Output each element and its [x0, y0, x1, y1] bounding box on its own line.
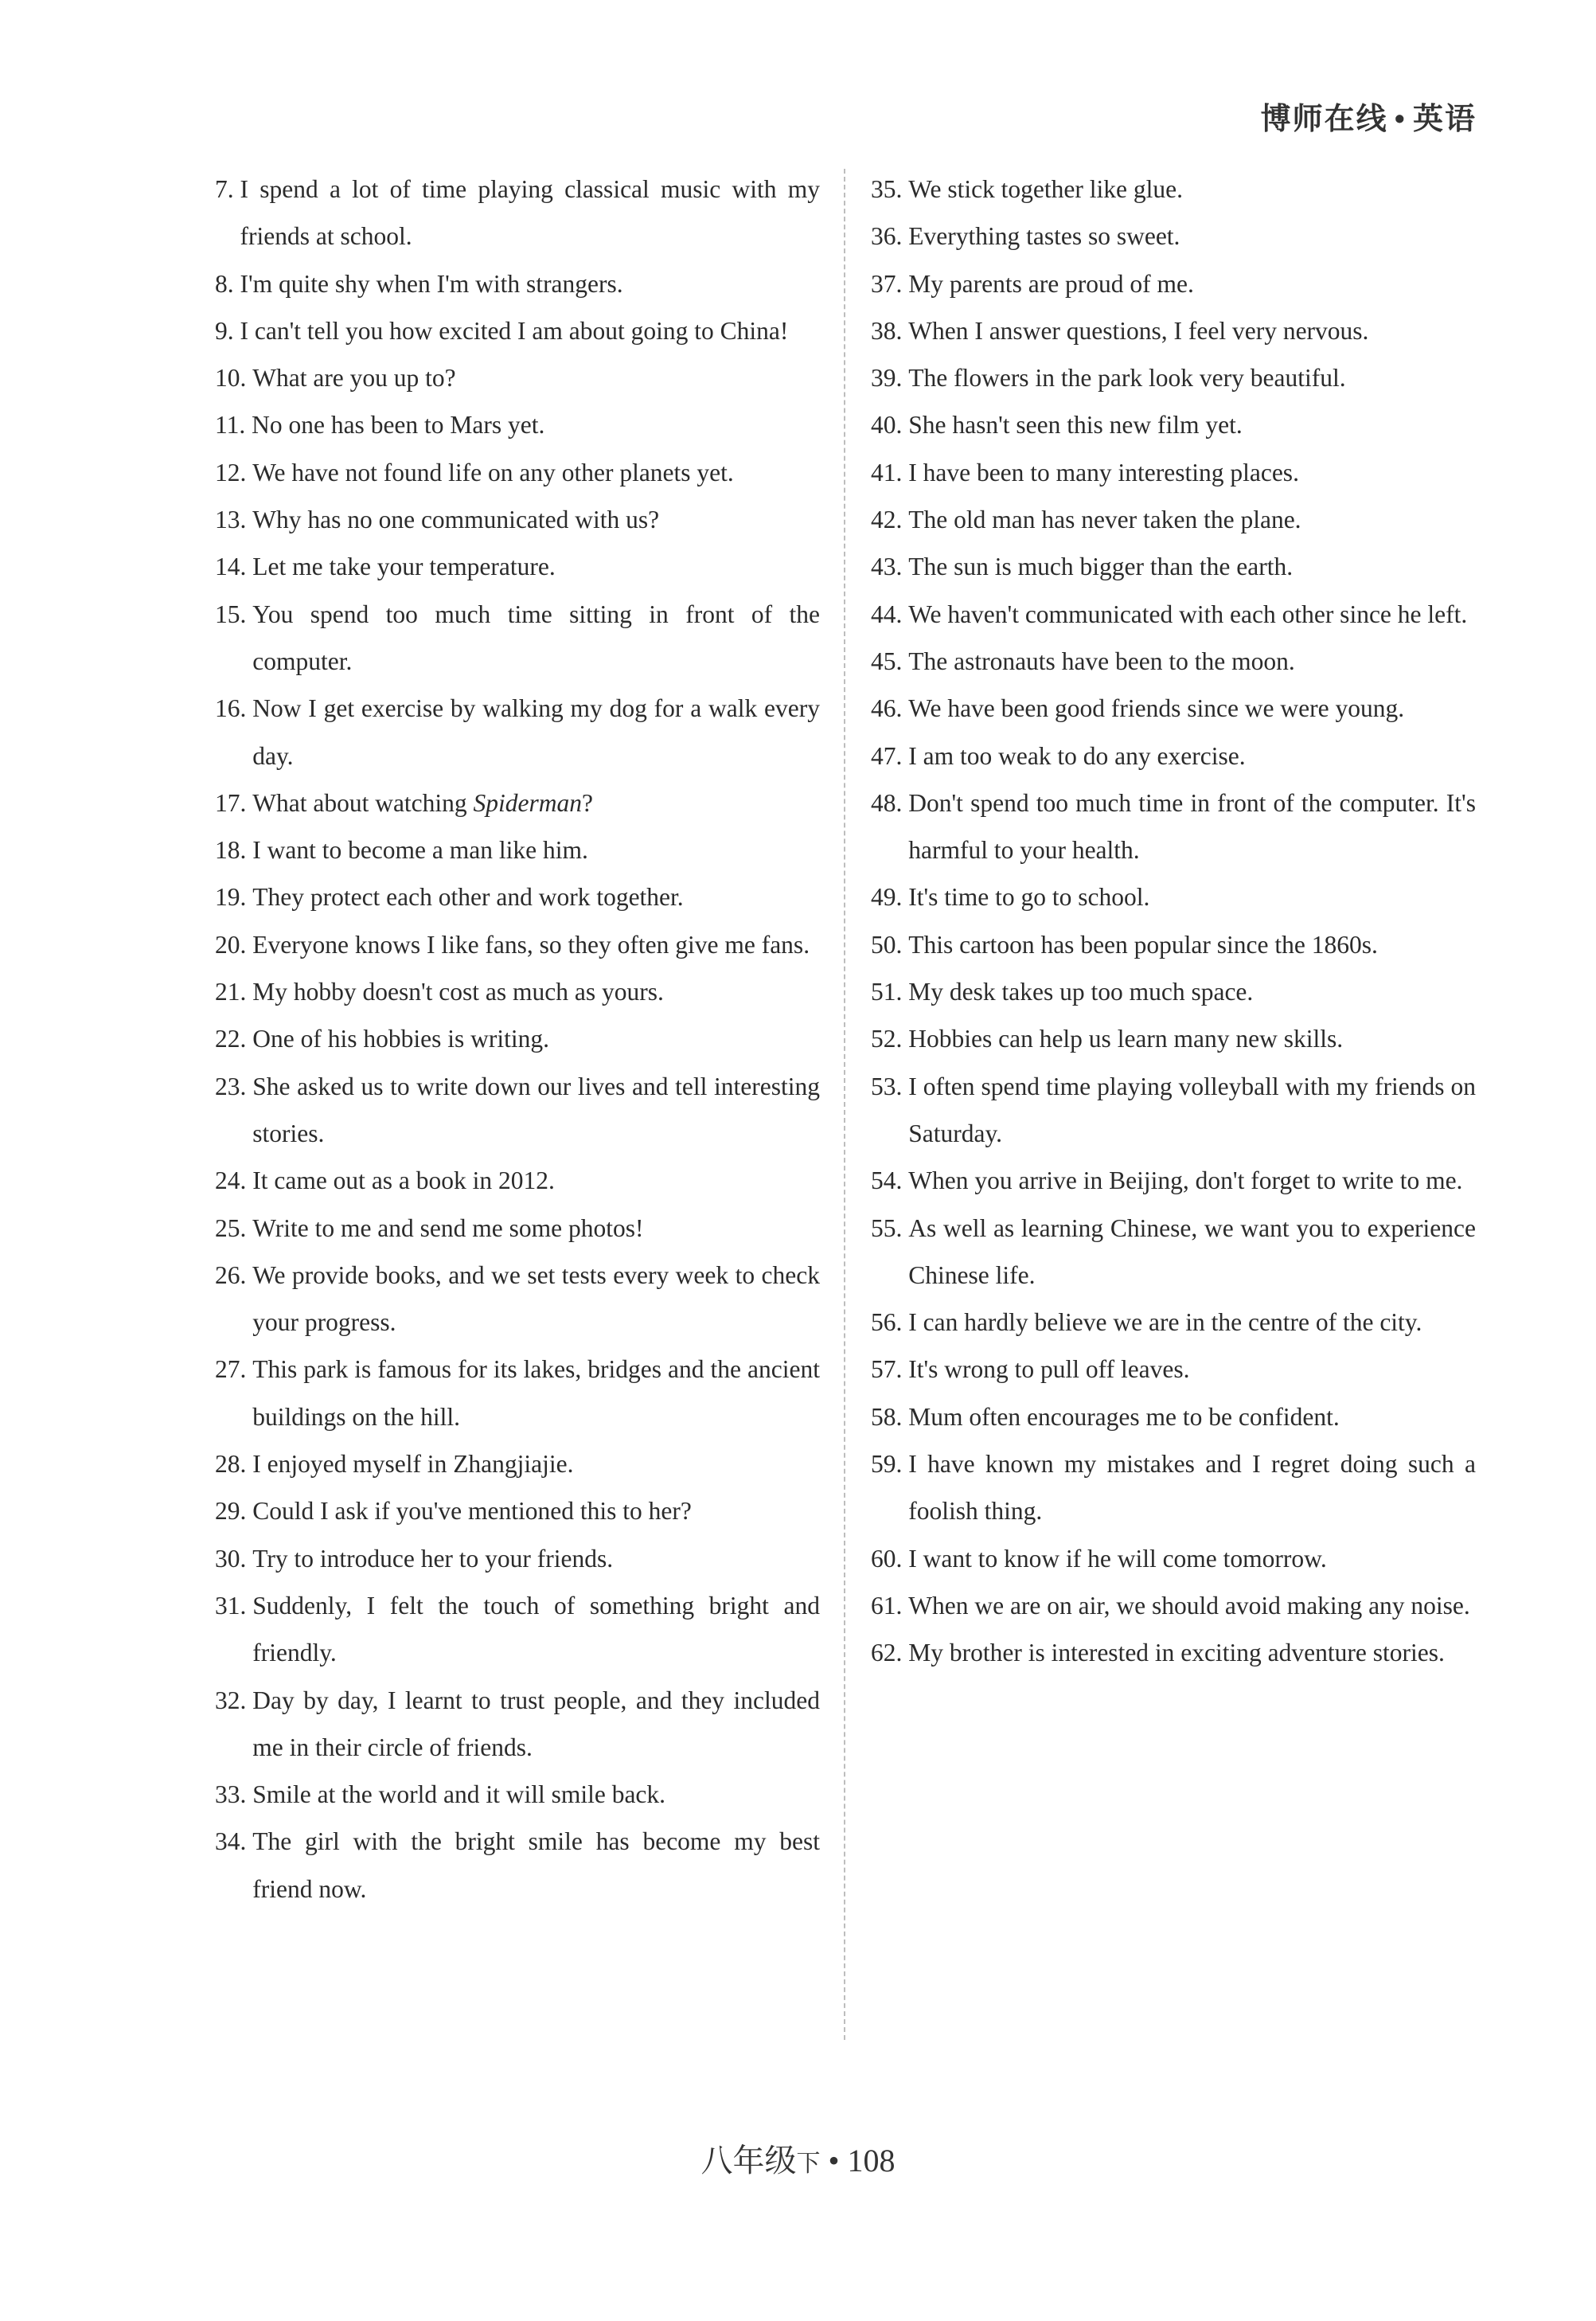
answer-text-main: Why has no one communicated with us?	[252, 506, 660, 534]
answer-text	[252, 1582, 820, 1677]
answer-number: 36.	[871, 222, 909, 251]
subject-label: 英语	[1412, 103, 1477, 136]
answer-number: 58.	[871, 1402, 909, 1431]
answer-text-main: We haven't communicated with each other since he left.	[908, 600, 1468, 628]
answer-text-main: When I answer questions, I feel very nervous.	[908, 316, 1369, 345]
answer-text-main: I want to know if he will come tomorrow.	[908, 1544, 1327, 1573]
answer-item	[215, 921, 820, 968]
answer-text	[240, 307, 821, 354]
answer-text-main: My brother is interested in exciting adventure stories.	[908, 1639, 1445, 1667]
answer-number: 31.	[215, 1591, 253, 1620]
answer-number: 42.	[871, 506, 909, 534]
answer-text	[908, 921, 1476, 968]
answer-text-main: The sun is much bigger than the earth.	[908, 553, 1294, 581]
answer-number: 53.	[871, 1072, 909, 1100]
answer-text	[252, 780, 820, 826]
answer-text	[908, 1205, 1476, 1299]
answer-item	[215, 496, 820, 543]
answer-item	[871, 1157, 1476, 1204]
answer-text-main: Could I ask if you've mentioned this to her?	[252, 1497, 692, 1526]
answer-text	[908, 1157, 1476, 1204]
answer-item	[871, 496, 1476, 543]
answer-number: 62.	[871, 1639, 909, 1667]
answer-text-main: She asked us to write down our lives and tell interesting stories.	[252, 1072, 820, 1147]
answer-number: 39.	[871, 364, 909, 393]
answer-text	[252, 354, 820, 401]
answer-item	[871, 1346, 1476, 1393]
answer-item	[871, 213, 1476, 260]
answer-number: 10.	[215, 364, 253, 393]
answer-item	[871, 1205, 1476, 1299]
answer-text	[252, 543, 820, 590]
answer-item	[871, 543, 1476, 590]
answer-number: 13.	[215, 506, 253, 534]
answer-text-main: It's time to go to school.	[908, 883, 1150, 912]
answer-item	[871, 921, 1476, 968]
answer-item	[215, 968, 820, 1015]
answer-text-main: The old man has never taken the plane.	[908, 506, 1301, 534]
answer-number: 34.	[215, 1827, 253, 1856]
answer-text	[252, 1677, 820, 1772]
answer-text	[908, 496, 1476, 543]
answer-italic-title: Spiderman	[473, 788, 583, 817]
answer-number: 47.	[871, 741, 909, 770]
grade-label: 八年级	[700, 2143, 797, 2178]
answer-item	[215, 354, 820, 401]
answer-item	[215, 401, 820, 448]
answer-number: 46.	[871, 694, 909, 723]
answer-text	[252, 1818, 820, 1913]
answer-text-main: We have not found life on any other planets yet.	[252, 458, 734, 486]
answer-text	[252, 1535, 820, 1582]
answer-number: 25.	[215, 1213, 253, 1242]
answer-text-main: Don't spend too much time in front of the computer. It's harmful to your health.	[908, 788, 1476, 865]
answer-text-main: The astronauts have been to the moon.	[908, 647, 1295, 675]
answer-text	[908, 543, 1476, 590]
answer-text	[252, 401, 820, 448]
answer-number: 44.	[871, 600, 909, 628]
answer-item	[871, 260, 1476, 307]
answer-text-main: When we are on air, we should avoid making any noise.	[908, 1591, 1470, 1620]
answer-text-main: I have known my mistakes and I regret doing such a foolish thing.	[908, 1450, 1476, 1526]
answer-text	[908, 1393, 1476, 1440]
answer-item	[871, 1299, 1476, 1346]
answer-item	[871, 166, 1476, 213]
answer-number: 30.	[215, 1544, 253, 1573]
answer-text-main: The flowers in the park look very beautiful.	[908, 364, 1346, 393]
answer-text-main: When you arrive in Beijing, don't forget to write to me.	[908, 1166, 1463, 1195]
answer-number: 7.	[215, 175, 240, 203]
answer-text-main: Try to introduce her to your friends.	[252, 1544, 614, 1573]
answer-text	[252, 1252, 820, 1346]
answer-number: 26.	[215, 1260, 253, 1289]
answer-text-main: One of his hobbies is writing.	[252, 1025, 549, 1053]
answer-number: 54.	[871, 1166, 909, 1195]
answer-text	[908, 1063, 1476, 1158]
answer-text	[908, 354, 1476, 401]
answer-item	[215, 1582, 820, 1677]
answer-text	[240, 260, 821, 307]
answer-text	[908, 1440, 1476, 1535]
answer-text-main: She hasn't seen this new film yet.	[908, 411, 1243, 440]
answer-item	[871, 1629, 1476, 1676]
answer-text	[908, 213, 1476, 260]
answer-text-main: The girl with the bright smile has become my best friend now.	[252, 1827, 820, 1903]
answer-number: 43.	[871, 553, 909, 581]
answer-text-main: I can hardly believe we are in the centre of the city.	[908, 1308, 1422, 1337]
answer-number: 21.	[215, 978, 253, 1006]
answer-item	[871, 1582, 1476, 1629]
answer-item	[215, 1771, 820, 1818]
answer-number: 51.	[871, 978, 909, 1006]
answer-text-main: My desk takes up too much space.	[908, 978, 1254, 1006]
answer-item	[215, 449, 820, 496]
answer-text	[908, 1015, 1476, 1062]
answer-text	[908, 260, 1476, 307]
answer-text	[252, 873, 820, 920]
answer-item	[215, 1677, 820, 1772]
answer-item	[871, 873, 1476, 920]
answer-item	[215, 873, 820, 920]
answer-number: 61.	[871, 1591, 909, 1620]
answer-item	[871, 1440, 1476, 1535]
answer-item	[215, 1063, 820, 1158]
answer-text-main: We provide books, and we set tests every week to check your progress.	[252, 1260, 820, 1337]
answer-text-main: I'm quite shy when I'm with strangers.	[240, 269, 623, 298]
answer-text	[908, 733, 1476, 780]
answer-text	[252, 1205, 820, 1252]
answer-text	[252, 496, 820, 543]
answer-number: 22.	[215, 1025, 253, 1053]
answer-number: 11.	[215, 411, 252, 440]
answer-text-main: I am too weak to do any exercise.	[908, 741, 1246, 770]
answer-text	[908, 638, 1476, 685]
answer-number: 9.	[215, 316, 240, 345]
answer-number: 57.	[871, 1355, 909, 1384]
answer-item	[215, 591, 820, 686]
footer-separator: •	[828, 2143, 840, 2178]
header-separator: •	[1394, 103, 1407, 136]
answer-number: 16.	[215, 694, 253, 723]
answer-text-main: What are you up to?	[252, 364, 456, 393]
answer-text-main: We stick together like glue.	[908, 175, 1183, 203]
answer-text-main: You spend too much time sitting in front of the computer.	[252, 600, 820, 675]
answer-number: 37.	[871, 269, 909, 298]
answer-text	[252, 1771, 820, 1818]
answer-number: 33.	[215, 1780, 253, 1809]
answer-text	[908, 968, 1476, 1015]
answer-number: 38.	[871, 316, 909, 345]
answer-text-main: This park is famous for its lakes, bridges and the ancient buildings on the hill.	[252, 1355, 820, 1431]
answer-item	[871, 733, 1476, 780]
answer-text-main: It's wrong to pull off leaves.	[908, 1355, 1190, 1384]
answer-text-main: Let me take your temperature.	[252, 553, 556, 581]
answer-number: 41.	[871, 458, 909, 486]
answer-text-main: Everyone knows I like fans, so they often give me fans.	[252, 930, 810, 959]
answer-text	[908, 1535, 1476, 1582]
answer-item	[215, 1157, 820, 1204]
right-answer-column	[871, 166, 1476, 1677]
answer-text-main: I can't tell you how excited I am about going to China!	[240, 316, 789, 345]
answer-number: 55.	[871, 1213, 909, 1242]
answer-item	[871, 780, 1476, 874]
answer-text-main: We have been good friends since we were young.	[908, 694, 1405, 723]
answer-number: 24.	[215, 1166, 253, 1195]
answer-text-main: They protect each other and work together.	[252, 883, 684, 912]
answer-item	[871, 354, 1476, 401]
answer-item	[871, 638, 1476, 685]
answer-text	[252, 449, 820, 496]
answer-text-main: I spend a lot of time playing classical music with my friends at school.	[240, 175, 820, 251]
answer-text	[908, 166, 1476, 213]
answer-number: 29.	[215, 1497, 253, 1526]
answer-text-main: Write to me and send me some photos!	[252, 1213, 644, 1242]
answer-item	[215, 1205, 820, 1252]
answer-item	[215, 1818, 820, 1913]
answer-text	[908, 873, 1476, 920]
answer-text-main: Day by day, I learnt to trust people, and they included me in their circle of friends.	[252, 1686, 820, 1761]
column-divider	[844, 169, 845, 2040]
answer-number: 23.	[215, 1072, 253, 1100]
answer-item	[215, 1535, 820, 1582]
answer-item	[871, 1393, 1476, 1440]
answer-number: 48.	[871, 788, 909, 817]
answer-number: 12.	[215, 458, 253, 486]
answer-text	[908, 780, 1476, 874]
answer-text-main: I often spend time playing volleyball with my friends on Saturday.	[908, 1072, 1476, 1147]
page-footer	[0, 2135, 1596, 2181]
answer-number: 32.	[215, 1686, 253, 1714]
answer-text	[252, 1440, 820, 1487]
answer-text-main: Everything tastes so sweet.	[908, 222, 1180, 251]
answer-text	[252, 685, 820, 780]
answer-text	[908, 307, 1476, 354]
answer-text-end: ?	[582, 788, 594, 817]
answer-number: 14.	[215, 553, 253, 581]
answer-item	[215, 1346, 820, 1440]
answer-text-main: Suddenly, I felt the touch of something bright and friendly.	[252, 1591, 820, 1667]
answer-number: 60.	[871, 1544, 909, 1573]
answer-text	[252, 1063, 820, 1158]
answer-text	[240, 166, 821, 260]
answer-text-main: It came out as a book in 2012.	[252, 1166, 555, 1195]
answer-item	[215, 260, 820, 307]
answer-item	[871, 591, 1476, 638]
answer-item	[215, 307, 820, 354]
term-label: 下	[796, 2151, 821, 2177]
answer-item	[215, 685, 820, 780]
answer-text-main: I want to become a man like him.	[252, 836, 588, 865]
book-title: 博师在线	[1260, 103, 1388, 136]
answer-item	[215, 1015, 820, 1062]
answer-text-main: No one has been to Mars yet.	[252, 411, 545, 440]
answer-text	[252, 826, 820, 873]
answer-text-main: Smile at the world and it will smile back.	[252, 1780, 666, 1809]
answer-text	[908, 449, 1476, 496]
answer-number: 45.	[871, 647, 909, 675]
left-answer-column	[215, 166, 820, 1913]
answer-item	[215, 543, 820, 590]
answer-text	[908, 1582, 1476, 1629]
answer-text	[252, 921, 820, 968]
answer-number: 20.	[215, 930, 253, 959]
answer-item	[871, 1063, 1476, 1158]
answer-text-main: This cartoon has been popular since the 1860s.	[908, 930, 1378, 959]
answer-number: 59.	[871, 1450, 909, 1479]
answer-text	[908, 1346, 1476, 1393]
answer-item	[215, 826, 820, 873]
answer-text	[908, 591, 1476, 638]
answer-number: 40.	[871, 411, 909, 440]
answer-text-main: Now I get exercise by walking my dog for a walk every day.	[252, 694, 820, 770]
answer-text-main: I enjoyed myself in Zhangjiajie.	[252, 1450, 574, 1479]
answer-text	[908, 685, 1476, 732]
answer-number: 18.	[215, 836, 253, 865]
answer-text-main: As well as learning Chinese, we want you to experience Chinese life.	[908, 1213, 1476, 1289]
answer-item	[215, 1487, 820, 1534]
answer-item	[215, 166, 820, 260]
answer-text-main: Hobbies can help us learn many new skills.	[908, 1025, 1344, 1053]
answer-text	[908, 1629, 1476, 1676]
answer-number: 19.	[215, 883, 253, 912]
answer-text-main: My parents are proud of me.	[908, 269, 1194, 298]
answer-item	[215, 780, 820, 826]
answer-number: 52.	[871, 1025, 909, 1053]
answer-item	[871, 685, 1476, 732]
answer-text-main: Mum often encourages me to be confident.	[908, 1402, 1340, 1431]
answer-text	[252, 1346, 820, 1440]
answer-text-main: I have been to many interesting places.	[908, 458, 1299, 486]
answer-text	[908, 1299, 1476, 1346]
answer-text	[252, 1157, 820, 1204]
answer-number: 35.	[871, 175, 909, 203]
answer-item	[871, 307, 1476, 354]
answer-item	[215, 1440, 820, 1487]
answer-number: 49.	[871, 883, 909, 912]
answer-item	[871, 968, 1476, 1015]
answer-text	[252, 968, 820, 1015]
answer-text	[252, 1015, 820, 1062]
answer-text-main: My hobby doesn't cost as much as yours.	[252, 978, 664, 1006]
answer-number: 56.	[871, 1308, 909, 1337]
answer-text	[908, 401, 1476, 448]
answer-number: 50.	[871, 930, 909, 959]
answer-text	[252, 1487, 820, 1534]
answer-number: 27.	[215, 1355, 253, 1384]
answer-number: 17.	[215, 788, 253, 817]
answer-item	[871, 449, 1476, 496]
answer-number: 15.	[215, 600, 253, 628]
page-header	[1261, 94, 1477, 138]
answer-item	[871, 401, 1476, 448]
answer-item	[215, 1252, 820, 1346]
answer-item	[871, 1015, 1476, 1062]
answer-item	[871, 1535, 1476, 1582]
page-number: 108	[847, 2143, 896, 2178]
answer-text	[252, 591, 820, 686]
answer-number: 28.	[215, 1450, 253, 1479]
answer-text-main: What about watching	[252, 788, 474, 817]
answer-number: 8.	[215, 269, 240, 298]
